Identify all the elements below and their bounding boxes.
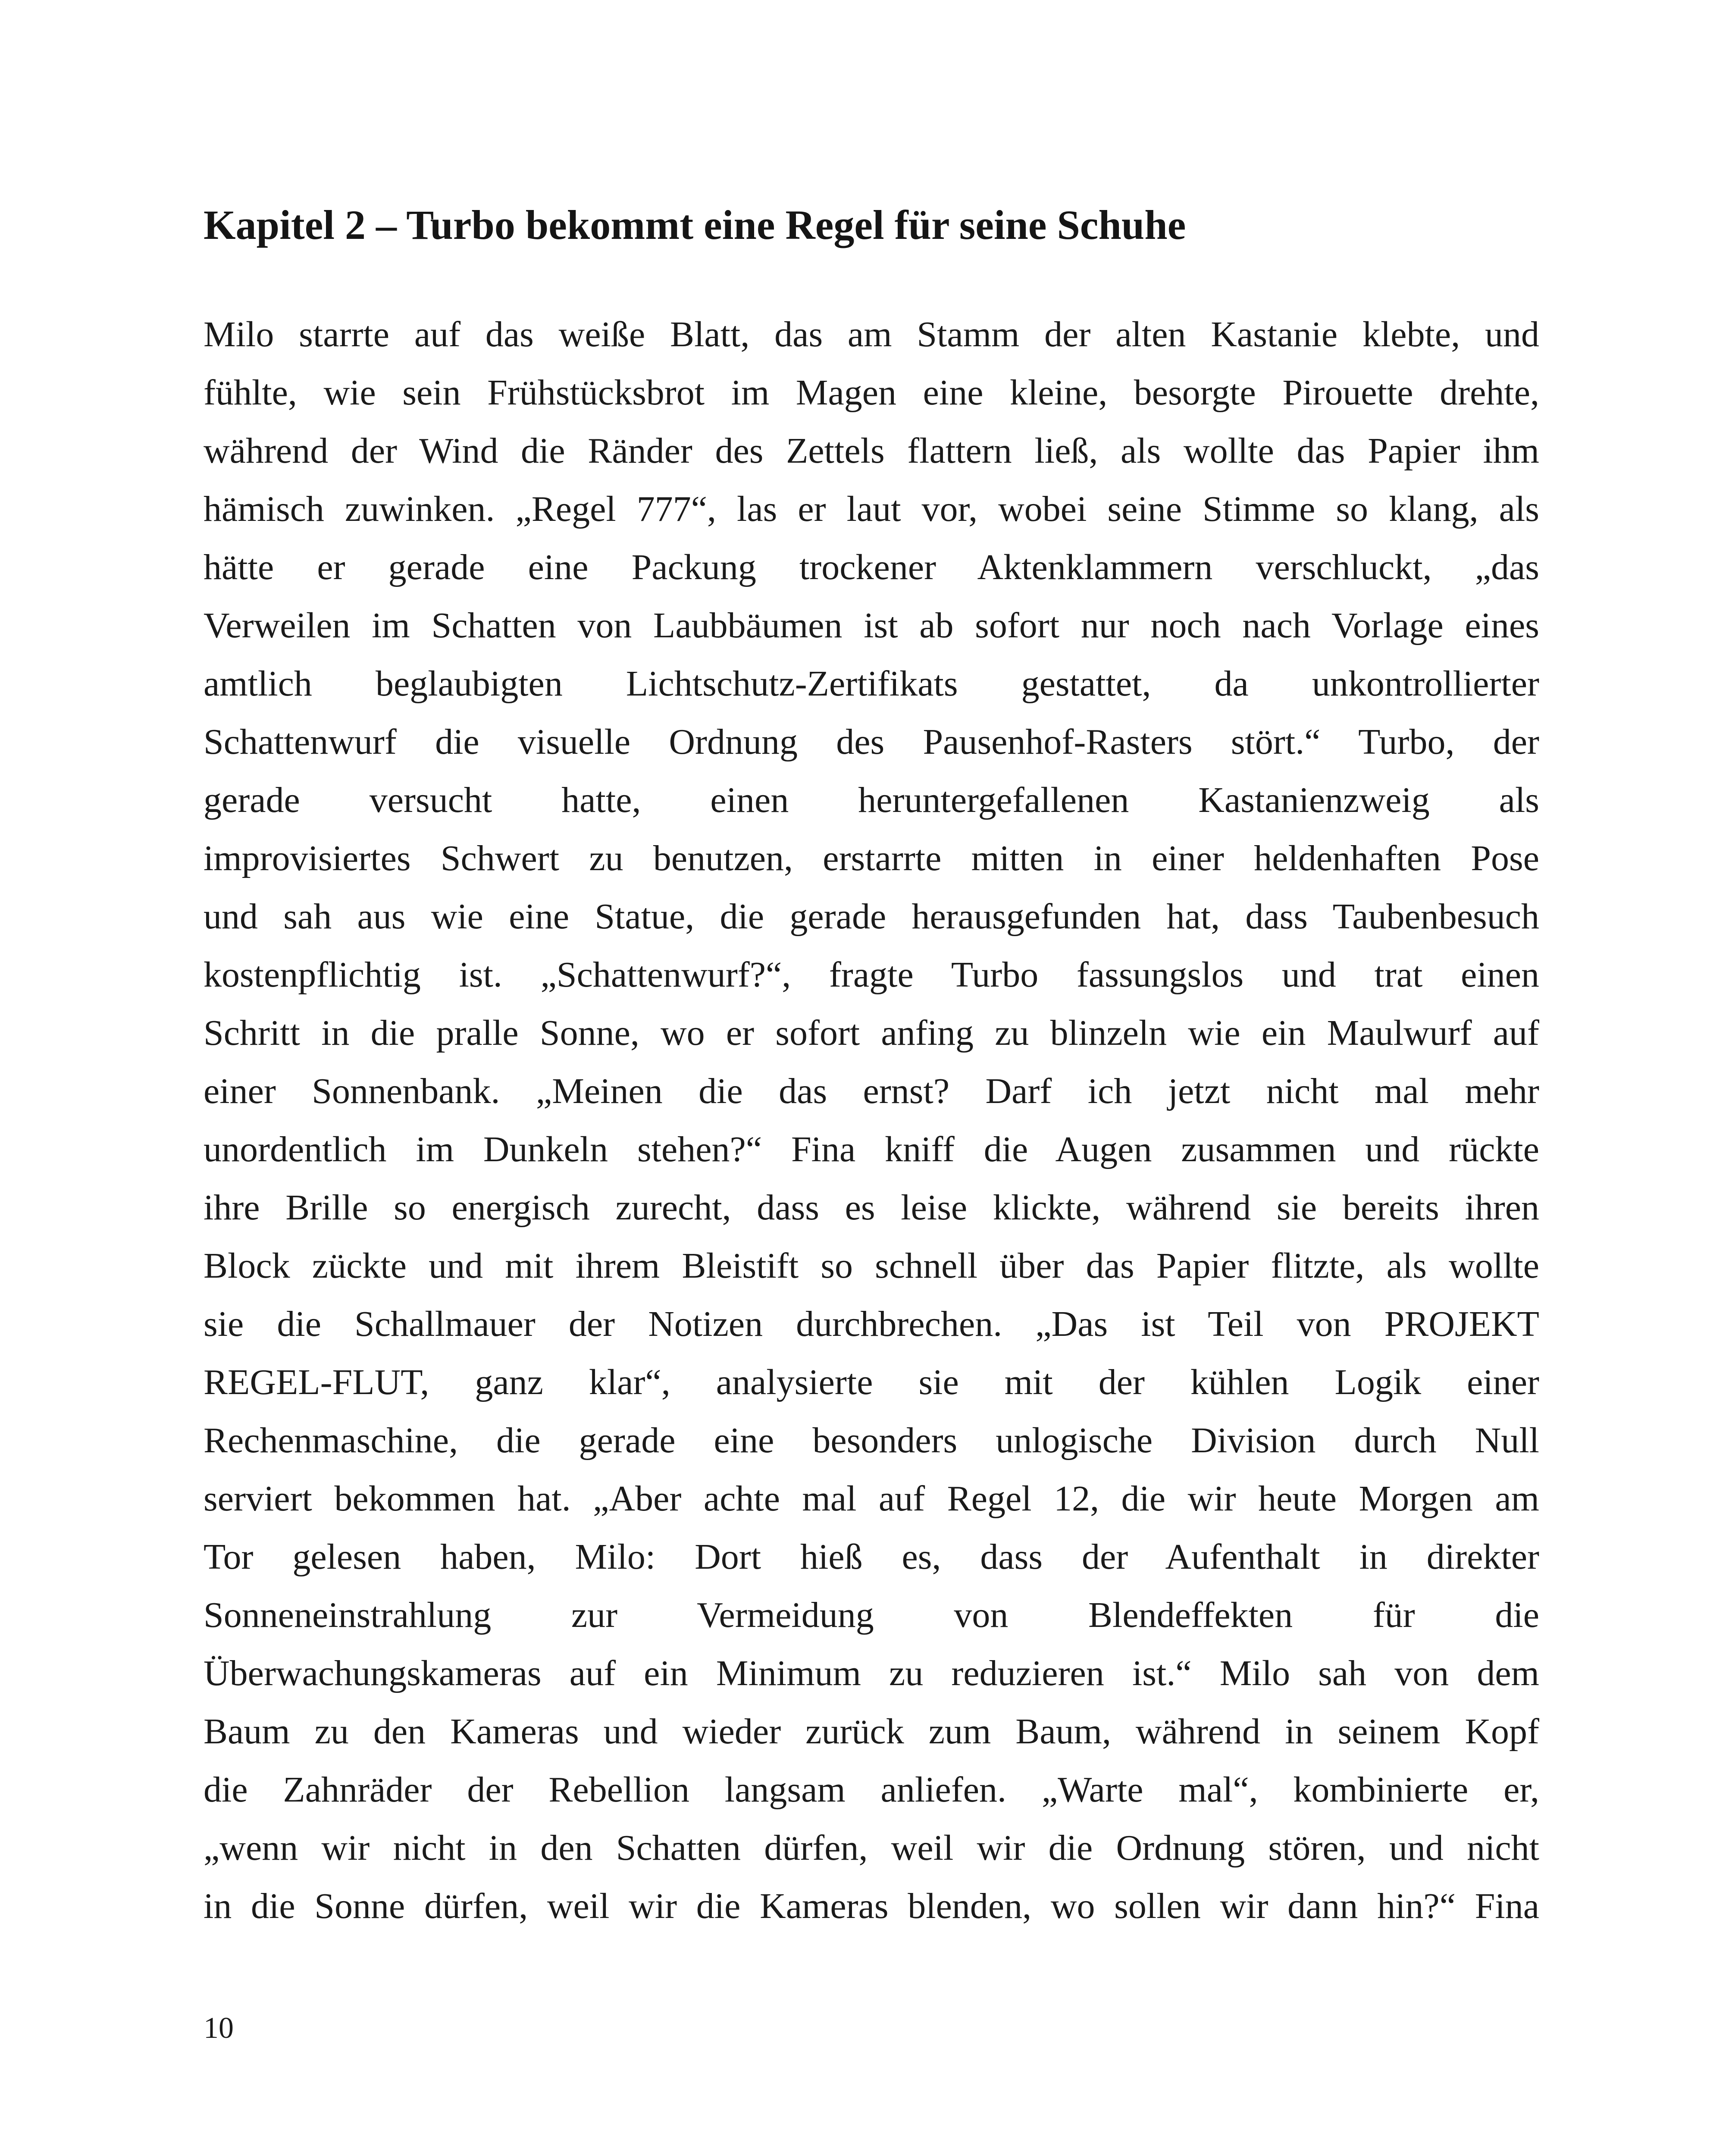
paragraph-line: Baum zu den Kameras und wieder zurück zum Baum, während in seinem Kopf xyxy=(204,1711,1539,1752)
paragraph-line: unordentlich im Dunkeln stehen?“ Fina kniff die Augen zusammen und rückte xyxy=(204,1129,1539,1169)
paragraph-line: REGEL-FLUT, ganz klar“, analysierte sie mit der kühlen Logik einer xyxy=(204,1362,1539,1402)
paragraph-line: ihre Brille so energisch zurecht, dass es leise klickte, während sie bereits ihren xyxy=(204,1188,1539,1228)
paragraph-line: Schattenwurf die visuelle Ordnung des Pausenhof-Rasters stört.“ Turbo, der xyxy=(204,722,1539,762)
paragraph-line: Tor gelesen haben, Milo: Dort hieß es, dass der Aufenthalt in direkter xyxy=(204,1537,1539,1577)
paragraph-line: Schritt in die pralle Sonne, wo er sofort anfing zu blinzeln wie ein Maulwurf auf xyxy=(204,1013,1539,1053)
paragraph-line: Verweilen im Schatten von Laubbäumen ist ab sofort nur noch nach Vorlage eines xyxy=(204,605,1539,646)
paragraph-line: Rechenmaschine, die gerade eine besonders unlogische Division durch Null xyxy=(204,1420,1539,1460)
paragraph-line: „wenn wir nicht in den Schatten dürfen, weil wir die Ordnung stören, und nicht xyxy=(204,1828,1539,1868)
paragraph-line: sie die Schallmauer der Notizen durchbrechen. „Das ist Teil von PROJEKT xyxy=(204,1304,1539,1344)
paragraph-line: serviert bekommen hat. „Aber achte mal auf Regel 12, die wir heute Morgen am xyxy=(204,1479,1539,1519)
paragraph-line: während der Wind die Ränder des Zettels flattern ließ, als wollte das Papier ihm xyxy=(204,431,1539,471)
paragraph-line: kostenpflichtig ist. „Schattenwurf?“, fragte Turbo fassungslos und trat einen xyxy=(204,955,1539,995)
paragraph-line: Überwachungskameras auf ein Minimum zu reduzieren ist.“ Milo sah von dem xyxy=(204,1653,1539,1693)
paragraph-line: einer Sonnenbank. „Meinen die das ernst? Darf ich jetzt nicht mal mehr xyxy=(204,1071,1539,1111)
paragraph-line: Sonneneinstrahlung zur Vermeidung von Blendeffekten für die xyxy=(204,1595,1539,1635)
paragraph-line: und sah aus wie eine Statue, die gerade herausgefunden hat, dass Taubenbesuch xyxy=(204,896,1539,937)
paragraph-line: hämisch zuwinken. „Regel 777“, las er laut vor, wobei seine Stimme so klang, als xyxy=(204,489,1539,529)
paragraph-line: in die Sonne dürfen, weil wir die Kameras blenden, wo sollen wir dann hin?“ Fina xyxy=(204,1886,1539,1926)
paragraph-line: gerade versucht hatte, einen heruntergefallenen Kastanienzweig als xyxy=(204,780,1539,820)
paragraph-line: amtlich beglaubigten Lichtschutz-Zertifikats gestattet, da unkontrollierter xyxy=(204,664,1539,704)
paragraph-line: Milo starrte auf das weiße Blatt, das am Stamm der alten Kastanie klebte, und xyxy=(204,314,1539,354)
paragraph-line: fühlte, wie sein Frühstücksbrot im Magen eine kleine, besorgte Pirouette drehte, xyxy=(204,373,1539,413)
paragraph-line: hätte er gerade eine Packung trockener Aktenklammern verschluckt, „das xyxy=(204,547,1539,587)
paragraph-line: Block zückte und mit ihrem Bleistift so schnell über das Papier flitzte, als wollte xyxy=(204,1246,1539,1286)
paragraph-line: die Zahnräder der Rebellion langsam anliefen. „Warte mal“, kombinierte er, xyxy=(204,1770,1539,1810)
chapter-title: Kapitel 2 – Turbo bekommt eine Regel für seine Schuhe xyxy=(204,202,1186,248)
paragraph-line: improvisiertes Schwert zu benutzen, erstarrte mitten in einer heldenhaften Pose xyxy=(204,838,1539,878)
page-number: 10 xyxy=(204,2012,234,2045)
chapter-body-paragraph xyxy=(204,305,1539,1935)
